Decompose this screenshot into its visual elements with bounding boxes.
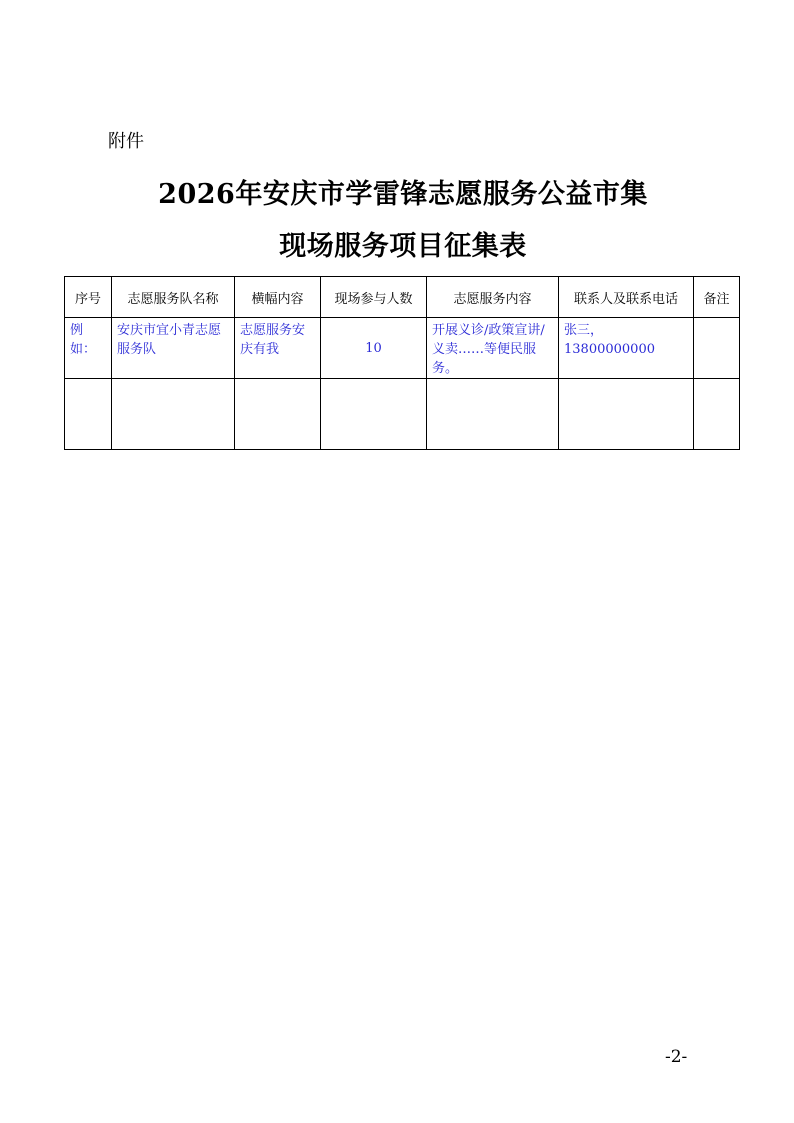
cell-banner: 志愿服务安庆有我	[235, 318, 321, 379]
header-seq: 序号	[65, 277, 112, 318]
cell-contact: 张三，13800000000	[559, 318, 694, 379]
project-collection-table	[64, 276, 740, 450]
table-header-row	[65, 277, 740, 318]
cell-team-name: 安庆市宜小青志愿服务队	[112, 318, 235, 379]
header-banner: 横幅内容	[235, 277, 321, 318]
document-title-line1: 2026年安庆市学雷锋志愿服务公益市集	[158, 179, 648, 210]
empty-cell-service-content[interactable]	[427, 379, 559, 450]
empty-cell-seq[interactable]	[65, 379, 112, 450]
attachment-label: 附件	[108, 131, 144, 152]
empty-cell-contact[interactable]	[559, 379, 694, 450]
page-number: -2-	[665, 1047, 688, 1067]
cell-service-content: 开展义诊/政策宣讲/义卖……等便民服务。	[427, 318, 559, 379]
table-row-example	[65, 318, 740, 379]
header-team-name: 志愿服务队名称	[112, 277, 235, 318]
header-participants: 现场参与人数	[321, 277, 427, 318]
header-contact: 联系人及联系电话	[559, 277, 694, 318]
empty-cell-banner[interactable]	[235, 379, 321, 450]
cell-remark	[694, 318, 740, 379]
header-service-content: 志愿服务内容	[427, 277, 559, 318]
document-title-line2: 现场服务项目征集表	[279, 231, 527, 262]
empty-cell-participants[interactable]	[321, 379, 427, 450]
cell-seq: 例如：	[65, 318, 112, 379]
cell-participants: 10	[321, 318, 427, 379]
empty-cell-remark[interactable]	[694, 379, 740, 450]
table-row-empty	[65, 379, 740, 450]
header-remark: 备注	[694, 277, 740, 318]
empty-cell-team-name[interactable]	[112, 379, 235, 450]
